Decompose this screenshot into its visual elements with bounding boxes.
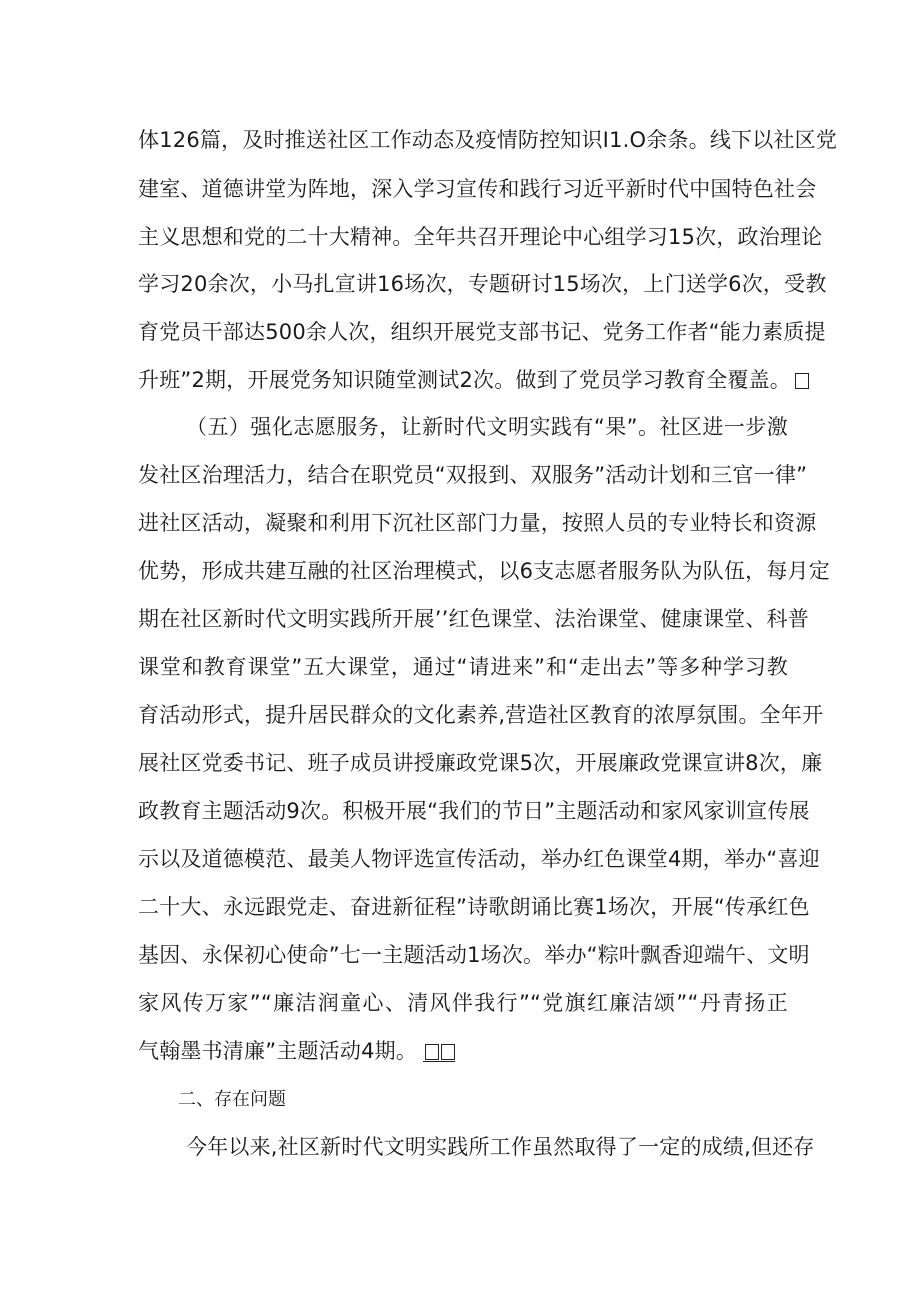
paragraph-line: 进社区活动，凝聚和利用下沉社区部门力量，按照人员的专业特长和资源 — [138, 511, 817, 535]
paragraph-line: 期在社区新时代文明实践所开展’’红色课堂、法治课堂、健康课堂、科普 — [138, 607, 809, 631]
paragraph-line: 今年以来,社区新时代文明实践所工作虽然取得了一定的成绩,但还存 — [186, 1135, 815, 1159]
paragraph-line: 建室、道德讲堂为阵地，深入学习宣传和践行习近平新时代中国特色社会 — [138, 177, 817, 201]
paragraph-line: 学习20余次，小马扎宣讲16场次，专题研讨15场次，上门送学6次，受教 — [138, 272, 827, 296]
paragraph-line-text: 气翰墨书清廉”主题活动4期。 — [138, 1039, 418, 1063]
paragraph-line: 体126篇，及时推送社区工作动态及疫情防控知识I1.O余条。线下以社区党 — [138, 128, 838, 152]
paragraph-line: 政教育主题活动9次。积极开展“我们的节日”主题活动和家风家训宣传展 — [138, 799, 810, 823]
paragraph-line: 课堂和教育课堂”五大课堂，通过“请进来”和“走出去”等多种学习教 — [138, 655, 788, 679]
paragraph-line-last — [138, 1037, 788, 1065]
paragraph-line: 基因、永保初心使命”七一主题活动1场次。举办“粽叶飘香迎端午、文明 — [138, 943, 810, 967]
placeholder-box-icon — [441, 1044, 455, 1060]
paragraph-line-last — [138, 366, 791, 394]
paragraph-line-text: 升班”2期，开展党务知识随堂测试2次。做到了党员学习教育全覆盖。 — [138, 368, 791, 392]
placeholder-boxes — [423, 1042, 455, 1062]
paragraph-line: 发社区治理活力，结合在职党员“双报到、双服务”活动计划和三官一律” — [138, 463, 808, 487]
paragraph-line: 家风传万家”“廉洁润童心、清风伴我行”“党旗红廉洁颂”“丹青扬正 — [138, 991, 788, 1015]
paragraph-line: 主义思想和党的二十大精神。全年共召开理论中心组学习15次，政治理论 — [138, 225, 823, 249]
placeholder-box-icon — [795, 373, 809, 389]
paragraph-line: 展社区党委书记、班子成员讲授廉政党课5次，开展廉政党课宣讲8次，廉 — [138, 751, 823, 775]
paragraph-line: （五）强化志愿服务，让新时代文明实践有“果”。社区进一步激 — [186, 415, 788, 439]
paragraph-line: 育党员干部达500余人次，组织开展党支部书记、党务工作者“能力素质提 — [138, 320, 826, 344]
paragraph-line: 育活动形式，提升居民群众的文化素养,营造社区教育的浓厚氛围。全年开 — [138, 703, 824, 727]
placeholder-box-icon — [425, 1044, 439, 1060]
section-heading: 二、存在问题 — [178, 1089, 286, 1110]
paragraph-line: 优势，形成共建互融的社区治理模式，以6支志愿者服务队为队伍，每月定 — [138, 559, 830, 583]
paragraph-line: 示以及道德模范、最美人物评选宣传活动，举办红色课堂4期，举办“喜迎 — [138, 847, 820, 871]
paragraph-line: 二十大、永远跟党走、奋进新征程”诗歌朗诵比赛1场次，开展“传承红色 — [138, 895, 810, 919]
